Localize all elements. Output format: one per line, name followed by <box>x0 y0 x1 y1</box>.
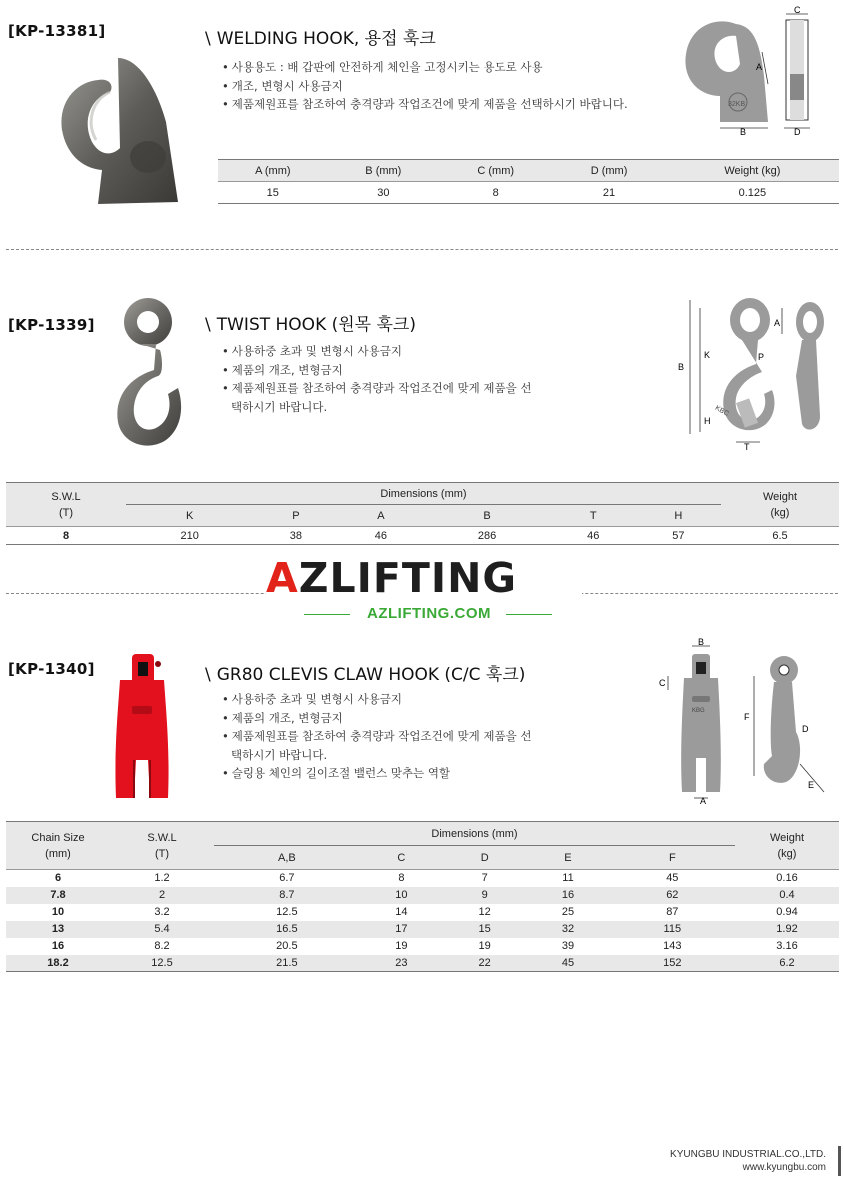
table-cell: 21.5 <box>276 956 298 969</box>
table-row <box>6 955 839 972</box>
table-cell: 32 <box>561 923 575 935</box>
table-header-row <box>218 160 839 182</box>
table-cell: 10 <box>395 889 408 901</box>
feature-item: • 사용용도 : 배 갑판에 안전하게 체인을 고정시키는 용도로 사용 <box>222 58 642 77</box>
table-cell: 62 <box>666 889 679 901</box>
dim-label: K <box>704 350 711 360</box>
table-cell: 11 <box>562 872 574 885</box>
table-cell: 19 <box>478 940 491 952</box>
column-header: C (mm) <box>477 164 515 177</box>
column-header: B (mm) <box>365 164 402 177</box>
stamp-text: 32KB <box>728 101 746 108</box>
column-header: A,B <box>278 851 296 864</box>
footer-company: KYUNGBU INDUSTRIAL.CO.,LTD. <box>670 1149 826 1160</box>
table-cell: 10 <box>51 906 65 918</box>
footer-accent-bar <box>838 1146 841 1176</box>
spec-table <box>6 482 839 545</box>
table-cell: 18.2 <box>47 956 69 969</box>
table-cell: 152 <box>663 956 682 969</box>
feature-item: • 제품의 개조, 변형금지 <box>222 709 542 728</box>
feature-list <box>222 58 642 114</box>
table-cell: 16 <box>561 889 575 901</box>
logo-rule-left <box>304 614 350 615</box>
clevis-claw-hook-drawing <box>656 636 836 810</box>
feature-item: • 슬링용 체인의 길이조절 밸런스 맞추는 역할 <box>222 764 542 783</box>
column-header: T <box>589 509 597 522</box>
feature-item: • 제품제원표를 참조하여 충격량과 작업조건에 맞게 제품을 선택하시기 바랍니다. <box>222 379 542 416</box>
dim-label: A <box>774 318 781 328</box>
feature-item: • 제품제원표를 참조하여 충격량과 작업조건에 맞게 제품을 선택하시기 바랍니다. <box>222 95 642 114</box>
table-cell: 8 <box>398 872 405 885</box>
column-header: K <box>186 509 194 522</box>
table-cell: 15 <box>266 186 279 199</box>
table-cell: 6 <box>54 872 62 885</box>
dim-label: D <box>802 724 809 734</box>
column-header-unit: (mm) <box>45 847 71 860</box>
dim-label: P <box>758 352 765 362</box>
table-cell: 0.125 <box>738 186 767 199</box>
table-cell: 6.7 <box>279 872 295 885</box>
table-cell: 17 <box>395 923 408 935</box>
twist-hook-drawing <box>670 292 840 458</box>
table-row <box>6 887 839 904</box>
column-header: S.W.L <box>147 831 177 844</box>
product-code: [KP-13381] <box>8 22 106 40</box>
table-cell: 46 <box>587 529 600 542</box>
logo-url: AZLIFTING.COM <box>367 605 491 622</box>
table-cell: 12.5 <box>151 956 173 969</box>
title-slash: \ <box>205 29 211 49</box>
feature-item: • 사용하중 초과 및 변형시 사용금지 <box>222 342 542 361</box>
table-body <box>6 870 839 972</box>
column-group-header: Dimensions (mm) <box>214 822 735 846</box>
table-subheader-row <box>6 505 839 527</box>
table-cell: 87 <box>666 906 679 918</box>
logo-wordmark: LIFTING <box>329 554 518 602</box>
table-cell: 30 <box>377 186 390 199</box>
table-row <box>6 870 839 887</box>
column-header: Weight (kg) <box>724 164 781 177</box>
table-cell: 8.2 <box>154 940 170 952</box>
table-row <box>6 938 839 955</box>
feature-list <box>222 342 542 416</box>
feature-item: • 개조, 변형시 사용금지 <box>222 77 642 96</box>
column-header: Weight <box>762 490 798 503</box>
table-cell: 39 <box>561 940 575 952</box>
column-header: P <box>292 509 300 522</box>
table-cell: 286 <box>477 529 497 542</box>
dim-label: H <box>704 416 711 426</box>
stamp-text: KBG <box>692 708 705 714</box>
product-code: [KP-1339] <box>8 316 95 334</box>
table-row <box>218 182 839 204</box>
logo-letter-a: A <box>266 554 299 602</box>
feature-item: • 제품제원표를 참조하여 충격량과 작업조건에 맞게 제품을 선택하시기 바랍니다. <box>222 727 542 764</box>
table-cell: 12 <box>478 906 491 918</box>
table-cell: 2 <box>158 889 166 901</box>
table-cell: 25 <box>561 906 575 918</box>
spec-table <box>218 159 839 204</box>
title-slash: \ <box>205 315 211 335</box>
footer-website: www.kyungbu.com <box>742 1162 826 1173</box>
welding-hook-photo <box>40 52 190 216</box>
column-group-header: Dimensions (mm) <box>126 483 721 505</box>
table-cell: 6.5 <box>772 529 788 542</box>
spec-table <box>6 821 839 972</box>
table-cell: 115 <box>663 923 682 935</box>
table-cell: 7.8 <box>50 889 66 901</box>
table-cell: 0.4 <box>779 889 795 901</box>
column-header-unit: (kg) <box>777 847 797 860</box>
column-header: H <box>674 509 683 522</box>
table-cell: 22 <box>478 956 491 969</box>
table-row <box>6 527 839 545</box>
feature-item: • 사용하중 초과 및 변형시 사용금지 <box>222 690 542 709</box>
table-row <box>6 904 839 921</box>
table-cell: 7 <box>481 872 488 885</box>
table-cell: 8 <box>492 186 499 199</box>
footer <box>670 1148 826 1174</box>
logo-rule-right <box>506 614 552 615</box>
column-header: Chain Size <box>31 831 85 844</box>
column-header: S.W.L <box>51 490 81 503</box>
column-header: E <box>564 851 572 864</box>
table-cell: 143 <box>663 940 682 952</box>
table-cell: 46 <box>374 529 388 542</box>
column-header: F <box>668 851 676 864</box>
twist-hook-photo <box>96 294 196 460</box>
table-cell: 45 <box>666 872 679 885</box>
column-header: A (mm) <box>255 164 291 177</box>
dim-label: A <box>756 62 763 72</box>
product-code: [KP-1340] <box>8 660 95 678</box>
table-cell: 9 <box>481 889 488 901</box>
column-header-unit: (T) <box>58 506 74 519</box>
column-header: Weight <box>769 831 805 844</box>
feature-list <box>222 690 542 783</box>
dim-label: T <box>744 442 750 452</box>
column-header: A <box>377 509 385 522</box>
feature-item: • 제품의 개조, 변형금지 <box>222 361 542 380</box>
table-cell: 19 <box>395 940 408 952</box>
table-cell: 210 <box>180 529 199 542</box>
table-cell: 3.16 <box>776 940 798 952</box>
stamp-text: KBC <box>713 404 730 418</box>
dim-label: D <box>794 127 801 137</box>
dim-label: E <box>808 780 815 790</box>
table-cell: 1.2 <box>154 872 170 885</box>
dim-label: B <box>698 637 705 647</box>
table-cell: 23 <box>395 956 408 969</box>
table-cell: 8 <box>62 529 70 542</box>
table-cell: 57 <box>672 529 685 542</box>
table-cell: 20.5 <box>276 940 298 952</box>
clevis-claw-hook-photo <box>108 650 178 806</box>
table-row <box>6 921 839 938</box>
dim-label: B <box>740 127 747 137</box>
table-cell: 45 <box>561 956 575 969</box>
title-slash: \ <box>205 665 211 685</box>
table-cell: 8.7 <box>279 889 295 901</box>
dim-label: C <box>659 678 666 688</box>
table-cell: 12.5 <box>276 906 298 918</box>
column-header: D <box>480 851 489 864</box>
table-cell: 13 <box>51 923 65 935</box>
welding-hook-drawing <box>676 4 826 144</box>
table-cell: 15 <box>478 923 491 935</box>
section-divider <box>6 249 838 250</box>
column-header: B <box>483 509 491 522</box>
table-header-row <box>6 822 839 846</box>
table-cell: 14 <box>395 906 408 918</box>
logo-letter-z: Z <box>298 554 330 602</box>
product-title: GR80 CLEVIS CLAW HOOK (C/C 훅크) <box>216 665 526 685</box>
table-header-row <box>6 483 839 505</box>
column-header: C <box>397 851 406 864</box>
column-header-unit: (kg) <box>770 506 790 519</box>
column-header: D (mm) <box>590 164 628 177</box>
table-cell: 21 <box>602 186 616 199</box>
table-cell: 0.94 <box>776 906 798 918</box>
dim-label: F <box>744 712 750 722</box>
table-cell: 0.16 <box>776 872 798 885</box>
table-cell: 16.5 <box>276 923 298 935</box>
product-title: WELDING HOOK, 용접 훅크 <box>216 29 436 49</box>
azlifting-logo <box>266 556 582 600</box>
table-cell: 38 <box>289 529 303 542</box>
table-cell: 6.2 <box>779 956 795 969</box>
table-cell: 5.4 <box>154 923 170 935</box>
table-cell: 1.92 <box>776 923 798 935</box>
column-header-unit: (T) <box>154 847 170 860</box>
dim-label: B <box>678 362 685 372</box>
table-cell: 3.2 <box>154 906 170 918</box>
table-cell: 16 <box>51 940 65 952</box>
dim-label: A <box>700 796 707 806</box>
dim-label: C <box>794 5 801 15</box>
product-title: TWIST HOOK (원목 훅크) <box>216 315 416 335</box>
